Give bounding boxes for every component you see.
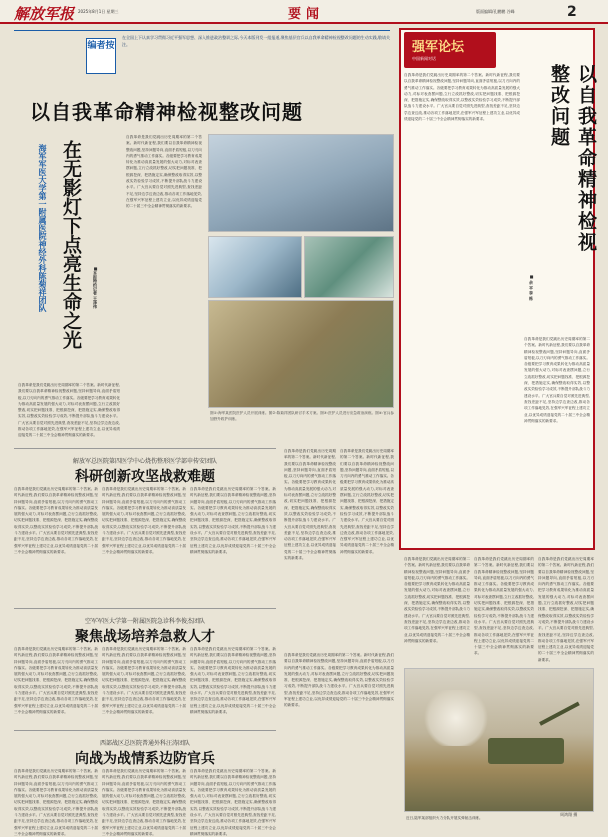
page-number: 2: [567, 4, 577, 20]
story-body: 自我革命是我们党跳出历史周期率的第二个答案。新时代新征程,我们要以自我革命精神检视整改问题,坚持问题导向,直面矛盾短板,以刀刃向内的勇气推动工作落实。各级要把学习教育成果转化为推动高质量发展的强大动力,对标对表查摆问题,立行立改抓好整改,切实把问题找准、把根源挖深、把措施定实,确保整改取得实效,以整改实效检验学习成效,不断提升部队战斗力建设水平。广大官兵要自觉对照先进典型,查找差距不足,坚持边学边查边改,推动各项工作落地见效,在强军兴军征程上建功立业,以优异成绩迎接党的二十届三中全会精神贯彻落实的新要求。: [190, 487, 276, 554]
commentary-headline: 以自我革命精神检视整改问题: [548, 64, 597, 253]
story-body: 自我革命是我们党跳出历史周期率的第二个答案。新时代新征程,我们要以自我革命精神检视整改问题,坚持问题导向,直面矛盾短板,以刀刃向内的勇气推动工作落实。各级要把学习教育成果转化为推动高质量发展的强大动力,对标对表查摆问题,立行立改抓好整改,切实把问题找准、把根源挖深、把措施定实,确保整改取得实效,以整改实效检验学习成效,不断提升部队战斗力建设水平。广大官兵要自觉对照先进典型,查找差距不足,坚持边学边查边改,推动各项工作落地见效,在强军兴军征程上建功立业,以优异成绩迎接党的二十届三中全会精神贯彻落实的新要求。: [190, 769, 276, 836]
photo-field-rescue: [208, 300, 394, 408]
story-kicker: 西部战区总医院普通外科汪涛团队: [99, 740, 190, 747]
lead-body-continued: 自我革命是我们党跳出历史周期率的第二个答案。新时代新征程,我们要以自我革命精神检视整改问题,坚持问题导向,直面矛盾短板,以刀刃向内的勇气推动工作落实。各级要把学习教育成果转化为推动高质量发展的强大动力,对标对表查摆问题,立行立改抓好整改,切实把问题找准、把根源挖深、把措施定实,确保整改取得实效,以整改实效检验学习成效,不断提升部队战斗力建设水平。广大官兵要自觉对照先进典型,查找差距不足,坚持边学边查边改,推动各项工作落地见效,在强军兴军征程上建功立业,以优异成绩迎接党的二十届三中全会精神贯彻落实的新要求。: [340, 449, 394, 554]
commentary-body: 自我革命是我们党跳出历史周期率的第二个答案。新时代新征程,我们要以自我革命精神检视整改问题,坚持问题导向,直面矛盾短板,以刀刃向内的勇气推动工作落实。各级要把学习教育成果转化为推动高质量发展的强大动力,对标对表查摆问题,立行立改抓好整改,切实把问题找准、把根源挖深、把措施定实,确保整改取得实效,以整改实效检验学习成效,不断提升部队战斗力建设水平。广大官兵要自觉对照先进典型,查找差距不足,坚持边学边查边改,推动各项工作落地见效,在强军兴军征程上建功立业,以优异成绩迎接党的二十届三中全会精神贯彻落实的新要求。: [524, 337, 590, 423]
newspaper-logo: 解放军报: [14, 5, 75, 23]
editor-note-label: 编者按: [86, 38, 116, 74]
photo-medical-ward: [304, 236, 394, 298]
photo-helicopter-deck: [208, 134, 394, 232]
story-divider: [14, 730, 276, 731]
story-body: 自我革命是我们党跳出历史周期率的第二个答案。新时代新征程,我们要以自我革命精神检视整改问题,坚持问题导向,直面矛盾短板,以刀刃向内的勇气推动工作落实。各级要把学习教育成果转化为推动高质量发展的强大动力,对标对表查摆问题,立行立改抓好整改,切实把问题找准、把根源挖深、把措施定实,确保整改取得实效,以整改实效检验学习成效,不断提升部队战斗力建设水平。广大官兵要自觉对照先进典型,查找差距不足,坚持边学边查边改,推动各项工作落地见效,在强军兴军征程上建功立业,以优异成绩迎接党的二十届三中全会精神贯彻落实的新要求。: [14, 487, 98, 554]
section-title: 要闻: [288, 7, 325, 22]
photo-surgery: [208, 236, 302, 298]
lead-body-continued: 自我革命是我们党跳出历史周期率的第二个答案。新时代新征程,我们要以自我革命精神检视整改问题,坚持问题导向,直面矛盾短板,以刀刃向内的勇气推动工作落实。各级要把学习教育成果转化为推动高质量发展的强大动力,对标对表查摆问题,立行立改抓好整改,切实把问题找准、把根源挖深、把措施定实,确保整改取得实效,以整改实效检验学习成效,不断提升部队战斗力建设水平。广大官兵要自觉对照先进典型,查找差距不足,坚持边学边查边改,推动各项工作落地见效,在强军兴军征程上建功立业,以优异成绩迎接党的二十届三中全会精神贯彻落实的新要求。: [284, 449, 336, 561]
smoke-cloud-shape: [420, 690, 492, 746]
story-divider: [14, 448, 276, 449]
story-headline: 科研创新攻坚战救难题: [75, 469, 215, 485]
story-body: 自我革命是我们党跳出历史周期率的第二个答案。新时代新征程,我们要以自我革命精神检视整改问题,坚持问题导向,直面矛盾短板,以刀刃向内的勇气推动工作落实。各级要把学习教育成果转化为推动高质量发展的强大动力,对标对表查摆问题,立行立改抓好整改,切实把问题找准、把根源挖深、把措施定实,确保整改取得实效,以整改实效检验学习成效,不断提升部队战斗力建设水平。广大官兵要自觉对照先进典型,查找差距不足,坚持边学边查边改,推动各项工作落地见效,在强军兴军征程上建功立业,以优异成绩迎接党的二十届三中全会精神贯彻落实的新要求。: [14, 647, 98, 714]
photo-caption-bottom: 近日,陆军某部组织火力分队开展实弹射击训练。: [406, 816, 483, 820]
editors: 版面编辑/孔鹏鹏 谷峰: [476, 9, 515, 14]
photo-credit: 周鸿翔 摄: [560, 812, 578, 817]
photo-caption: 图①:海军某医院医护人员开展训练。图②:陈菊祥团队研讨手术方案。图③:医护人员进行应急救治演练。图④:官兵参加野外救护训练。: [210, 411, 394, 422]
story-body: 自我革命是我们党跳出历史周期率的第二个答案。新时代新征程,我们要以自我革命精神检视整改问题,坚持问题导向,直面矛盾短板,以刀刃向内的勇气推动工作落实。各级要把学习教育成果转化为推动高质量发展的强大动力,对标对表查摆问题,立行立改抓好整改,切实把问题找准、把根源挖深、把措施定实,确保整改取得实效,以整改实效检验学习成效,不断提升部队战斗力建设水平。广大官兵要自觉对照先进典型,查找差距不足,坚持边学边查边改,推动各项工作落地见效,在强军兴军征程上建功立业,以优异成绩迎接党的二十届三中全会精神贯彻落实的新要求。: [14, 769, 98, 836]
lead-vertical-title: 在无影灯下点亮生命之光: [60, 140, 82, 349]
lead-vertical-subtitle: 海军军医大学第一附属医院神经外科陈菊祥团队: [38, 144, 48, 312]
story-body: 自我革命是我们党跳出历史周期率的第二个答案。新时代新征程,我们要以自我革命精神检视整改问题,坚持问题导向,直面矛盾短板,以刀刃向内的勇气推动工作落实。各级要把学习教育成果转化为推动高质量发展的强大动力,对标对表查摆问题,立行立改抓好整改,切实把问题找准、把根源挖深、把措施定实,确保整改取得实效,以整改实效检验学习成效,不断提升部队战斗力建设水平。广大官兵要自觉对照先进典型,查找差距不足,坚持边学边查边改,推动各项工作落地见效,在强军兴军征程上建功立业,以优异成绩迎接党的二十届三中全会精神贯彻落实的新要求。: [102, 487, 186, 554]
note-divider: [14, 30, 390, 31]
lead-body-continued: 自我革命是我们党跳出历史周期率的第二个答案。新时代新征程,我们要以自我革命精神检视整改问题,坚持问题导向,直面矛盾短板,以刀刃向内的勇气推动工作落实。各级要把学习教育成果转化为推动高质量发展的强大动力,对标对表查摆问题,立行立改抓好整改,切实把问题找准、把根源挖深、把措施定实,确保整改取得实效,以整改实效检验学习成效,不断提升部队战斗力建设水平。广大官兵要自觉对照先进典型,查找差距不足,坚持边学边查边改,推动各项工作落地见效,在强军兴军征程上建功立业,以优异成绩迎接党的二十届三中全会精神贯彻落实的新要求。: [284, 653, 394, 708]
lead-body: 自我革命是我们党跳出历史周期率的第二个答案。新时代新征程,我们要以自我革命精神检视整改问题,坚持问题导向,直面矛盾短板,以刀刃向内的勇气推动工作落实。各级要把学习教育成果转化为推动高质量发展的强大动力,对标对表查摆问题,立行立改抓好整改,切实把问题找准、把根源挖深、把措施定实,确保整改取得实效,以整改实效检验学习成效,不断提升部队战斗力建设水平。广大官兵要自觉对照先进典型,查找差距不足,坚持边学边查边改,推动各项工作落地见效,在强军兴军征程上建功立业,以优异成绩迎接党的二十届三中全会精神贯彻落实的新要求。: [126, 135, 202, 209]
story-divider: [14, 608, 276, 609]
story-body: 自我革命是我们党跳出历史周期率的第二个答案。新时代新征程,我们要以自我革命精神检视整改问题,坚持问题导向,直面矛盾短板,以刀刃向内的勇气推动工作落实。各级要把学习教育成果转化为推动高质量发展的强大动力,对标对表查摆问题,立行立改抓好整改,切实把问题找准、把根源挖深、把措施定实,确保整改取得实效,以整改实效检验学习成效,不断提升部队战斗力建设水平。广大官兵要自觉对照先进典型,查找差距不足,坚持边学边查边改,推动各项工作落地见效,在强军兴军征程上建功立业,以优异成绩迎接党的二十届三中全会精神贯彻落实的新要求。: [102, 647, 186, 714]
column-subtitle: 中国新闻对话: [412, 56, 436, 61]
commentary-body-continued: 自我革命是我们党跳出历史周期率的第二个答案。新时代新征程,我们要以自我革命精神检视整改问题,坚持问题导向,直面矛盾短板,以刀刃向内的勇气推动工作落实。各级要把学习教育成果转化为推动高质量发展的强大动力,对标对表查摆问题,立行立改抓好整改,切实把问题找准、把根源挖深、把措施定实,确保整改取得实效,以整改实效检验学习成效,不断提升部队战斗力建设水平。广大官兵要自觉对照先进典型,查找差距不足,坚持边学边查边改,推动各项工作落地见效,在强军兴军征程上建功立业,以优异成绩迎接党的二十届三中全会精神贯彻落实的新要求。: [474, 557, 534, 656]
commentary-author: ■ 余 平 李 栋: [529, 274, 534, 301]
story-body: 自我革命是我们党跳出历史周期率的第二个答案。新时代新征程,我们要以自我革命精神检视整改问题,坚持问题导向,直面矛盾短板,以刀刃向内的勇气推动工作落实。各级要把学习教育成果转化为推动高质量发展的强大动力,对标对表查摆问题,立行立改抓好整改,切实把问题找准、把根源挖深、把措施定实,确保整改取得实效,以整改实效检验学习成效,不断提升部队战斗力建设水平。广大官兵要自觉对照先进典型,查找差距不足,坚持边学边查边改,推动各项工作落地见效,在强军兴军征程上建功立业,以优异成绩迎接党的二十届三中全会精神贯彻落实的新要求。: [190, 647, 276, 714]
issue-date: 2025年8月1日 星期三: [78, 9, 119, 14]
editor-note-text: 在全国上下认真学习贯彻习近平强军思想、深入推进政治整训之际,今天本版刊发一组报道,聚焦基层官兵以自我革命精神检视整改问题的生动实践,敬请关注。: [122, 35, 390, 47]
story-headline: 聚焦战场培养急救人才: [75, 629, 215, 645]
commentary-body-continued: 自我革命是我们党跳出历史周期率的第二个答案。新时代新征程,我们要以自我革命精神检视整改问题,坚持问题导向,直面矛盾短板,以刀刃向内的勇气推动工作落实。各级要把学习教育成果转化为推动高质量发展的强大动力,对标对表查摆问题,立行立改抓好整改,切实把问题找准、把根源挖深、把措施定实,确保整改取得实效,以整改实效检验学习成效,不断提升部队战斗力建设水平。广大官兵要自觉对照先进典型,查找差距不足,坚持边学边查边改,推动各项工作落地见效,在强军兴军征程上建功立业,以优异成绩迎接党的二十届三中全会精神贯彻落实的新要求。: [404, 557, 470, 643]
commentary-body-continued: 自我革命是我们党跳出历史周期率的第二个答案。新时代新征程,我们要以自我革命精神检视整改问题,坚持问题导向,直面矛盾短板,以刀刃向内的勇气推动工作落实。各级要把学习教育成果转化为推动高质量发展的强大动力,对标对表查摆问题,立行立改抓好整改,切实把问题找准、把根源挖深、把措施定实,确保整改取得实效,以整改实效检验学习成效,不断提升部队战斗力建设水平。广大官兵要自觉对照先进典型,查找差距不足,坚持边学边查边改,推动各项工作落地见效,在强军兴军征程上建功立业,以优异成绩迎接党的二十届三中全会精神贯彻落实的新要求。: [538, 557, 594, 662]
lead-byline: ■本报特约记者 王泽伟: [93, 266, 98, 309]
story-headline: 向战为战情系边防官兵: [75, 751, 215, 767]
story-kicker: 空军军医大学第一附属医院急诊科李俊杰团队: [84, 618, 205, 625]
column-name: 强军论坛: [412, 40, 465, 55]
story-kicker: 解放军总医院第四医学中心烧伤整形医学部申传安团队: [72, 458, 217, 465]
artillery-vehicle-shape: [488, 738, 564, 764]
lead-body-left: 自我革命是我们党跳出历史周期率的第二个答案。新时代新征程,我们要以自我革命精神检视整改问题,坚持问题导向,直面矛盾短板,以刀刃向内的勇气推动工作落实。各级要把学习教育成果转化为推动高质量发展的强大动力,对标对表查摆问题,立行立改抓好整改,切实把问题找准、把根源挖深、把措施定实,确保整改取得实效,以整改实效检验学习成效,不断提升部队战斗力建设水平。广大官兵要自觉对照先进典型,查找差距不足,坚持边学边查边改,推动各项工作落地见效,在强军兴军征程上建功立业,以优异成绩迎接党的二十届三中全会精神贯彻落实的新要求。: [18, 383, 120, 438]
main-headline: 以自我革命精神检视整改问题: [30, 100, 303, 124]
commentary-body: 自我革命是我们党跳出历史周期率的第二个答案。新时代新征程,我们要以自我革命精神检视整改问题,坚持问题导向,直面矛盾短板,以刀刃向内的勇气推动工作落实。各级要把学习教育成果转化为推动高质量发展的强大动力,对标对表查摆问题,立行立改抓好整改,切实把问题找准、把根源挖深、把措施定实,确保整改取得实效,以整改实效检验学习成效,不断提升部队战斗力建设水平。广大官兵要自觉对照先进典型,查找差距不足,坚持边学边查边改,推动各项工作落地见效,在强军兴军征程上建功立业,以优异成绩迎接党的二十届三中全会精神贯彻落实的新要求。: [404, 73, 520, 122]
story-body: 自我革命是我们党跳出历史周期率的第二个答案。新时代新征程,我们要以自我革命精神检视整改问题,坚持问题导向,直面矛盾短板,以刀刃向内的勇气推动工作落实。各级要把学习教育成果转化为推动高质量发展的强大动力,对标对表查摆问题,立行立改抓好整改,切实把问题找准、把根源挖深、把措施定实,确保整改取得实效,以整改实效检验学习成效,不断提升部队战斗力建设水平。广大官兵要自觉对照先进典型,查找差距不足,坚持边学边查边改,推动各项工作落地见效,在强军兴军征程上建功立业,以优异成绩迎接党的二十届三中全会精神贯彻落实的新要求。: [102, 769, 186, 836]
